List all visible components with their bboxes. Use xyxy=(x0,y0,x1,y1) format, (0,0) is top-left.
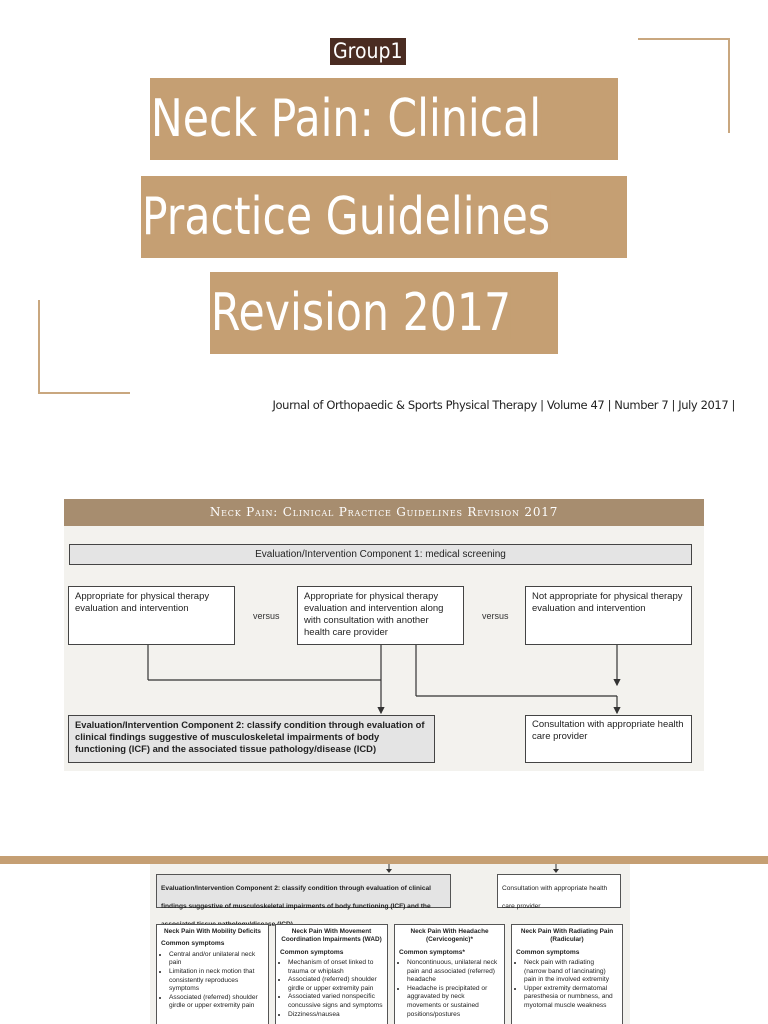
title-block-1 xyxy=(150,78,618,160)
f2-column-2-symptom: • Mechanism of onset linked to trauma or whiplash xyxy=(288,959,383,976)
f2-column-1-symptom: • Central and/or unilateral neck pain xyxy=(169,951,264,968)
f2-column-3 xyxy=(394,924,505,1024)
title-line-1: Neck Pain: Clinical xyxy=(150,89,542,149)
corner-bracket-top-right-vertical xyxy=(728,38,730,133)
component1-box: Evaluation/Intervention Component 1: medical screening xyxy=(69,544,692,565)
f2-column-4-symptom: • Upper extremity dermatomal paresthesia or numbness, and myotomal muscle weakness xyxy=(524,985,618,1011)
f2-column-4-symptom: • Neck pain with radiating (narrow band of lancinating) pain in the involved extremity xyxy=(524,959,618,985)
title-block-3 xyxy=(210,272,558,354)
title-line-2: Practice Guidelines xyxy=(141,187,551,247)
consultation-box: Consultation with appropriate health care provider xyxy=(525,715,692,763)
corner-bracket-bottom-left xyxy=(38,392,130,394)
corner-bracket-bottom-left-vertical xyxy=(38,300,40,394)
figure-header: Neck Pain: Clinical Practice Guidelines Revision 2017 xyxy=(64,499,704,526)
f2-column-3-symptom: • Noncontinuous, unilateral neck pain and associated (referred) headache xyxy=(407,959,500,985)
f2-column-1-symptom: • Associated (referred) shoulder girdle or upper extremity pain xyxy=(169,994,264,1011)
f2-consultation-text: Consultation with appropriate health care provider xyxy=(502,885,608,910)
f2-consultation-box xyxy=(497,874,621,908)
f2-column-2-title: Neck Pain With Movement Coordination Impairments (WAD) xyxy=(281,928,382,944)
f2-column-1-title: Neck Pain With Mobility Deficits xyxy=(164,928,261,935)
option-left-box: Appropriate for physical therapy evaluation and intervention xyxy=(68,586,235,645)
section-divider xyxy=(0,856,768,864)
title-block-2 xyxy=(141,176,627,258)
versus-label-1: versus xyxy=(253,611,280,621)
f2-column-2 xyxy=(275,924,388,1024)
f2-column-3-symptom: • Headache is precipitated or aggravated by neck movements or sustained positions/postures xyxy=(407,985,500,1019)
journal-citation: Journal of Orthopaedic & Sports Physical Therapy | Volume 47 | Number 7 | July 2017 | xyxy=(272,398,735,412)
title-line-3: Revision 2017 xyxy=(210,283,512,343)
f2-column-3-title: Neck Pain With Headache (Cervicogenic)* xyxy=(410,928,489,944)
f2-column-3-symptoms-label: Common symptoms* xyxy=(399,948,465,956)
corner-bracket-top-right xyxy=(638,38,730,40)
f2-component2-text: Evaluation/Intervention Component 2: classify condition through evaluation of clinical findings suggestive of musculoskeletal impairments of body functioning (ICF) and the xyxy=(161,885,432,910)
f2-column-4 xyxy=(511,924,623,1024)
figure-flowchart-1 xyxy=(64,499,704,771)
f2-column-2-symptom: • Dizziness/nausea xyxy=(288,1011,383,1020)
f2-column-4-title: Neck Pain With Radiating Pain (Radicular) xyxy=(520,928,614,944)
figure-flowchart-2 xyxy=(150,864,630,1024)
f2-column-1 xyxy=(156,924,269,1024)
option-right-box: Not appropriate for physical therapy evaluation and intervention xyxy=(525,586,692,645)
f2-column-1-symptom: • Limitation in neck motion that consistently reproduces symptoms xyxy=(169,968,264,994)
f2-column-2-symptom: • Associated (referred) shoulder girdle or upper extremity pain xyxy=(288,976,383,993)
f2-column-1-symptoms-label: Common symptoms xyxy=(161,940,225,948)
component2-box: Evaluation/Intervention Component 2: classify condition through evaluation of clinical findings suggestive of musculoskeletal impairments of body functioning (ICF) and the associated tissue pathology/disease (ICD) xyxy=(68,715,435,763)
versus-label-2: versus xyxy=(482,611,509,621)
f2-column-2-symptom: • Associated varied nonspecific concussive signs and symptoms xyxy=(288,993,383,1010)
f2-component2-box xyxy=(156,874,451,908)
option-middle-box: Appropriate for physical therapy evaluation and intervention along with consultation with another health care provider xyxy=(297,586,464,645)
group-tag: Group1 xyxy=(330,38,406,65)
f2-column-4-symptoms-label: Common symptoms xyxy=(516,948,580,956)
f2-column-2-symptoms-label: Common symptoms xyxy=(280,948,344,956)
